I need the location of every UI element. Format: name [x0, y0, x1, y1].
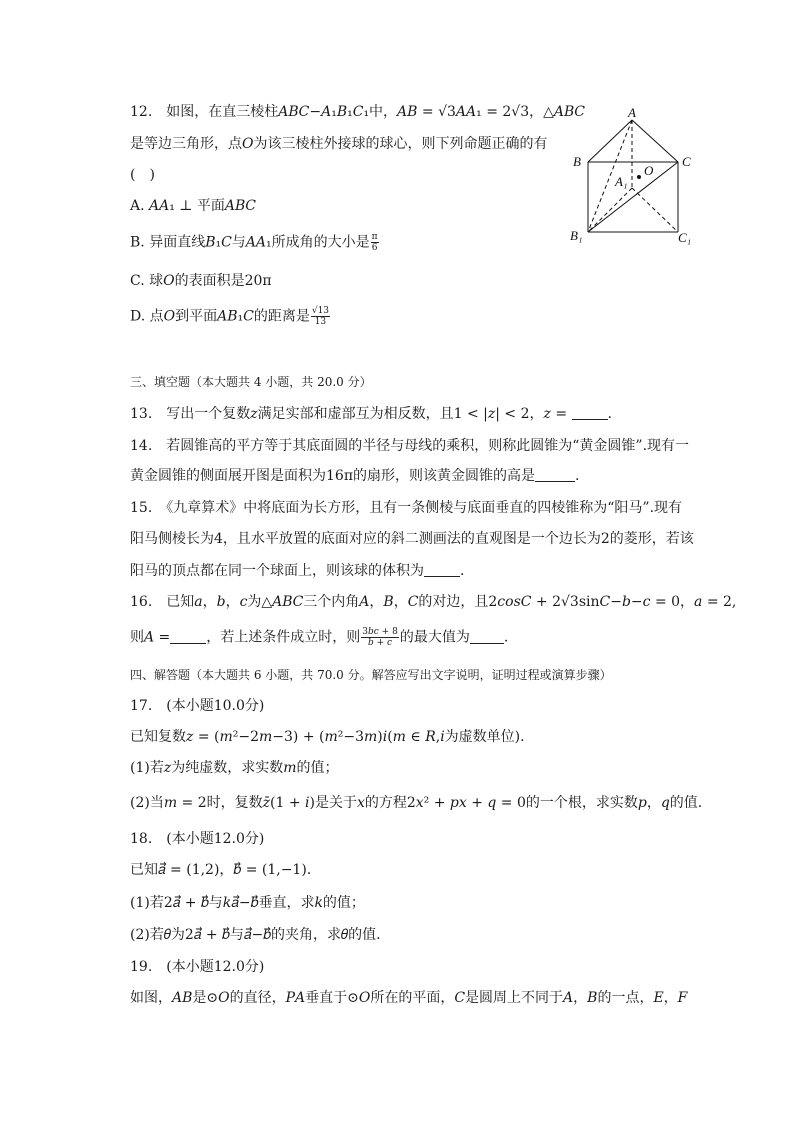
section-3-heading: 三、填空题（本大题共 4 小题，共 20.0 分）: [130, 375, 372, 389]
center-point-o: [637, 175, 641, 179]
q12-option-c: C. 球𝑂的表面积是20π: [130, 273, 272, 289]
label-c: C: [682, 154, 691, 169]
q14-period: .: [575, 468, 580, 484]
fraction-denominator: 𝑏 + 𝑐: [368, 638, 393, 648]
label-b: B: [573, 154, 581, 169]
prism-figure: [560, 100, 710, 250]
q14-text: 黄金圆锥的侧面展开图是面积为16π的扇形，则该黄金圆锥的高是: [130, 468, 536, 484]
q12-option-a: A. 𝐴𝐴₁ ⊥ 平面𝐴𝐵𝐶: [130, 198, 257, 214]
answer-blank: [470, 629, 504, 644]
q16-text-b: ，若上述条件成立时，则: [206, 629, 361, 646]
q13-line: [130, 405, 612, 423]
label-b1: B₁: [570, 228, 583, 243]
q17-line-2: (1)若𝑧为纯虚数，求实数𝑚的值；: [130, 760, 339, 776]
q16-line-1: 16. 已知𝑎，𝑏，𝑐为△𝐴𝐵𝐶三个内角𝐴，𝐵，𝐶的对边，且2𝑐𝑜𝑠𝐶 + 2√3sin𝐶−𝑏−𝑐 = 0，𝑎 = 2,: [130, 594, 737, 610]
q16-text-c: 的最大值为: [399, 629, 470, 646]
q14-line-1: 14. 若圆锥高的平方等于其底面圆的半径与母线的乘积，则称此圆锥为“黄金圆锥”.现有一: [130, 438, 690, 454]
q16-text-a: 则𝐴 =: [130, 629, 171, 646]
q12-option-d-text: D. 点𝑂到平面𝐴𝐵₁𝐶的距离是: [130, 308, 310, 325]
q16-period: .: [503, 629, 509, 646]
fraction-numerator: π: [371, 232, 378, 242]
answer-blank: [572, 405, 608, 420]
q19-line-1: 如图，𝐴𝐵是⊙𝑂的直径，𝑃𝐴垂直于⊙𝑂所在的平面，𝐶是圆周上不同于𝐴，𝐵的一点，𝐸，𝐹: [130, 990, 688, 1006]
fraction-denominator: 13: [314, 317, 327, 327]
edge-ab: [588, 120, 632, 162]
q16-fraction: [361, 627, 399, 648]
label-a1: A₁: [615, 174, 628, 189]
q12-option-b: [130, 232, 380, 253]
q15-period: .: [460, 563, 465, 579]
q18-heading: 18. (本小题12.0分): [130, 831, 265, 847]
fraction-numerator: √13: [311, 306, 330, 316]
q12-option-d: [130, 306, 331, 327]
q17-heading: 17. (本小题10.0分): [130, 698, 265, 714]
q19-heading: 19. (本小题12.0分): [130, 959, 265, 975]
q12-option-d-fraction: [311, 306, 330, 327]
edge-a1c1: [632, 188, 678, 232]
fraction-denominator: 6: [371, 243, 378, 253]
label-o: O: [644, 163, 654, 178]
edge-b1c: [588, 162, 678, 232]
q18-line-2: (1)若2𝑎⃗ + 𝑏⃗与𝑘𝑎⃗−𝑏⃗垂直，求𝑘的值；: [130, 895, 365, 911]
edge-ac: [632, 120, 678, 162]
label-a: A: [628, 105, 636, 120]
q13-period: .: [607, 406, 612, 422]
q18-line-3: (2)若𝜃为2𝑎⃗ + 𝑏⃗与𝑎⃗−𝑏⃗的夹角，求𝜃的值.: [130, 927, 381, 943]
answer-blank: [170, 629, 206, 644]
q12-line-2: 是等边三角形，点𝑂为该三棱柱外接球的球心，则下列命题正确的有: [130, 136, 548, 152]
q17-line-1: 已知复数𝑧 = (𝑚²−2𝑚−3) + (𝑚²−3𝑚)𝑖(𝑚 ∈ 𝑅,𝑖为虚数单位).: [130, 729, 525, 745]
q12-option-b-fraction: [371, 232, 379, 253]
q12-line-3: ( ): [130, 167, 155, 183]
q12-line-1: 12. 如图，在直三棱柱𝐴𝐵𝐶−𝐴₁𝐵₁𝐶₁中，𝐴𝐵 = √3𝐴𝐴₁ = 2√3，△𝐴𝐵𝐶: [130, 104, 585, 120]
q15-line-2: 阳马侧棱长为4，且水平放置的底面对应的斜二测画法的直观图是一个边长为2的菱形，若该: [130, 531, 694, 547]
q17-line-3: (2)当𝑚 = 2时，复数𝑧̄(1 + 𝑖)是关于𝑥的方程2𝑥² + 𝑝𝑥 + 𝑞 = 0的一个根，求实数𝑝，𝑞的值.: [130, 795, 703, 811]
fraction-numerator: 3𝑏𝑐 + 8: [362, 627, 398, 637]
q14-line-2: [130, 467, 579, 485]
answer-blank: [424, 562, 460, 577]
q15-line-3: [130, 562, 464, 580]
q15-line-1: 15. 《九章算术》中将底面为长方形，且有一条侧棱与底面垂直的四棱锥称为“阳马”.现有: [130, 500, 683, 516]
q12-option-b-text: B. 异面直线𝐵₁𝐶与𝐴𝐴₁所成角的大小是: [130, 234, 370, 251]
q18-line-1: 已知𝑎⃗ = (1,2)，𝑏⃗ = (1,−1).: [130, 862, 312, 878]
q15-text: 阳马的顶点都在同一个球面上，则该球的体积为: [130, 563, 424, 579]
q13-text: 13. 写出一个复数𝑧满足实部和虚部互为相反数，且1 < |𝑧| < 2，𝑧 =: [130, 406, 568, 422]
section-4-heading: 四、解答题（本大题共 6 小题，共 70.0 分。解答应写出文字说明，证明过程或演算步骤）: [130, 668, 612, 682]
label-c1: C₁: [678, 230, 692, 245]
edge-a1b1: [588, 188, 632, 232]
q16-line-2: [130, 627, 508, 648]
answer-blank: [535, 467, 575, 482]
